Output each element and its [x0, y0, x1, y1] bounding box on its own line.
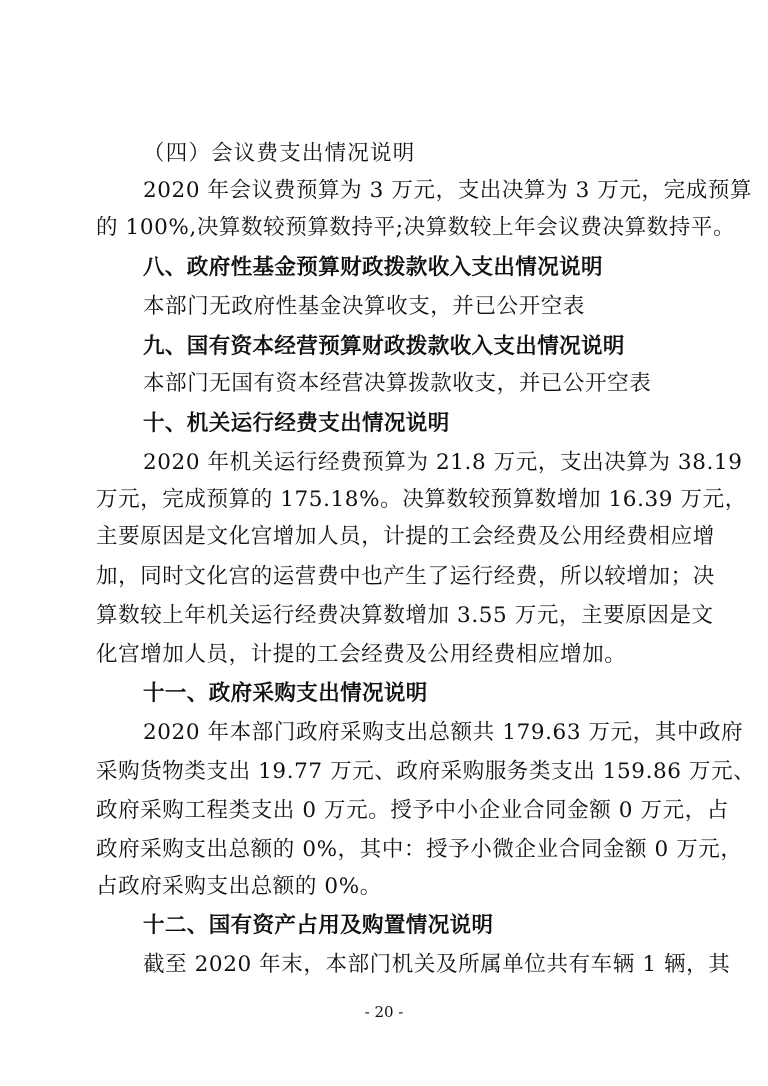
- paragraph-line: 截至 2020 年末，本部门机关及所属单位共有车辆 1 辆，其: [143, 952, 731, 977]
- paragraph-line: 万元，完成预算的 175.18%。决算数较预算数增加 16.39 万元，: [96, 487, 747, 512]
- paragraph-line: 的 100%,决算数较预算数持平;决算数较上年会议费决算数持平。: [96, 215, 736, 240]
- paragraph-line: 算数较上年机关运行经费决算数增加 3.55 万元，主要原因是文: [96, 603, 714, 628]
- paragraph-line: 主要原因是文化宫增加人员，计提的工会经费及公用经费相应增: [96, 524, 715, 549]
- paragraph-line: 采购货物类支出 19.77 万元、政府采购服务类支出 159.86 万元、: [96, 759, 756, 784]
- section-heading-9: 九、国有资本经营预算财政拨款收入支出情况说明: [143, 334, 625, 359]
- paragraph-line: 本部门无政府性基金决算收支，并已公开空表: [143, 294, 586, 319]
- paragraph-line: 政府采购工程类支出 0 万元。授予中小企业合同金额 0 万元，占: [96, 798, 729, 823]
- paragraph-line: 本部门无国有资本经营决算拨款收支，并已公开空表: [143, 371, 652, 396]
- paragraph-line: 占政府采购支出总额的 0%。: [96, 874, 382, 899]
- section-heading-10: 十、机关运行经费支出情况说明: [143, 411, 450, 436]
- paragraph-line: 2020 年本部门政府采购支出总额共 179.63 万元，其中政府: [143, 720, 744, 745]
- section-subheading-meeting-fees: （四）会议费支出情况说明: [143, 141, 416, 166]
- paragraph-line: 加，同时文化宫的运营费中也产生了运行经费，所以较增加；决: [96, 564, 715, 589]
- section-heading-8: 八、政府性基金预算财政拨款收入支出情况说明: [143, 255, 603, 280]
- section-heading-11: 十一、政府采购支出情况说明: [143, 681, 428, 706]
- section-heading-12: 十二、国有资产占用及购置情况说明: [143, 913, 494, 938]
- paragraph-line: 化宫增加人员，计提的工会经费及公用经费相应增加。: [96, 642, 627, 667]
- paragraph-line: 政府采购支出总额的 0%，其中：授予小微企业合同金额 0 万元，: [96, 837, 743, 862]
- page-number: - 20 -: [364, 1003, 404, 1021]
- paragraph-line: 2020 年机关运行经费预算为 21.8 万元，支出决算为 38.19: [143, 450, 743, 475]
- paragraph-line: 2020 年会议费预算为 3 万元，支出决算为 3 万元，完成预算: [143, 178, 753, 203]
